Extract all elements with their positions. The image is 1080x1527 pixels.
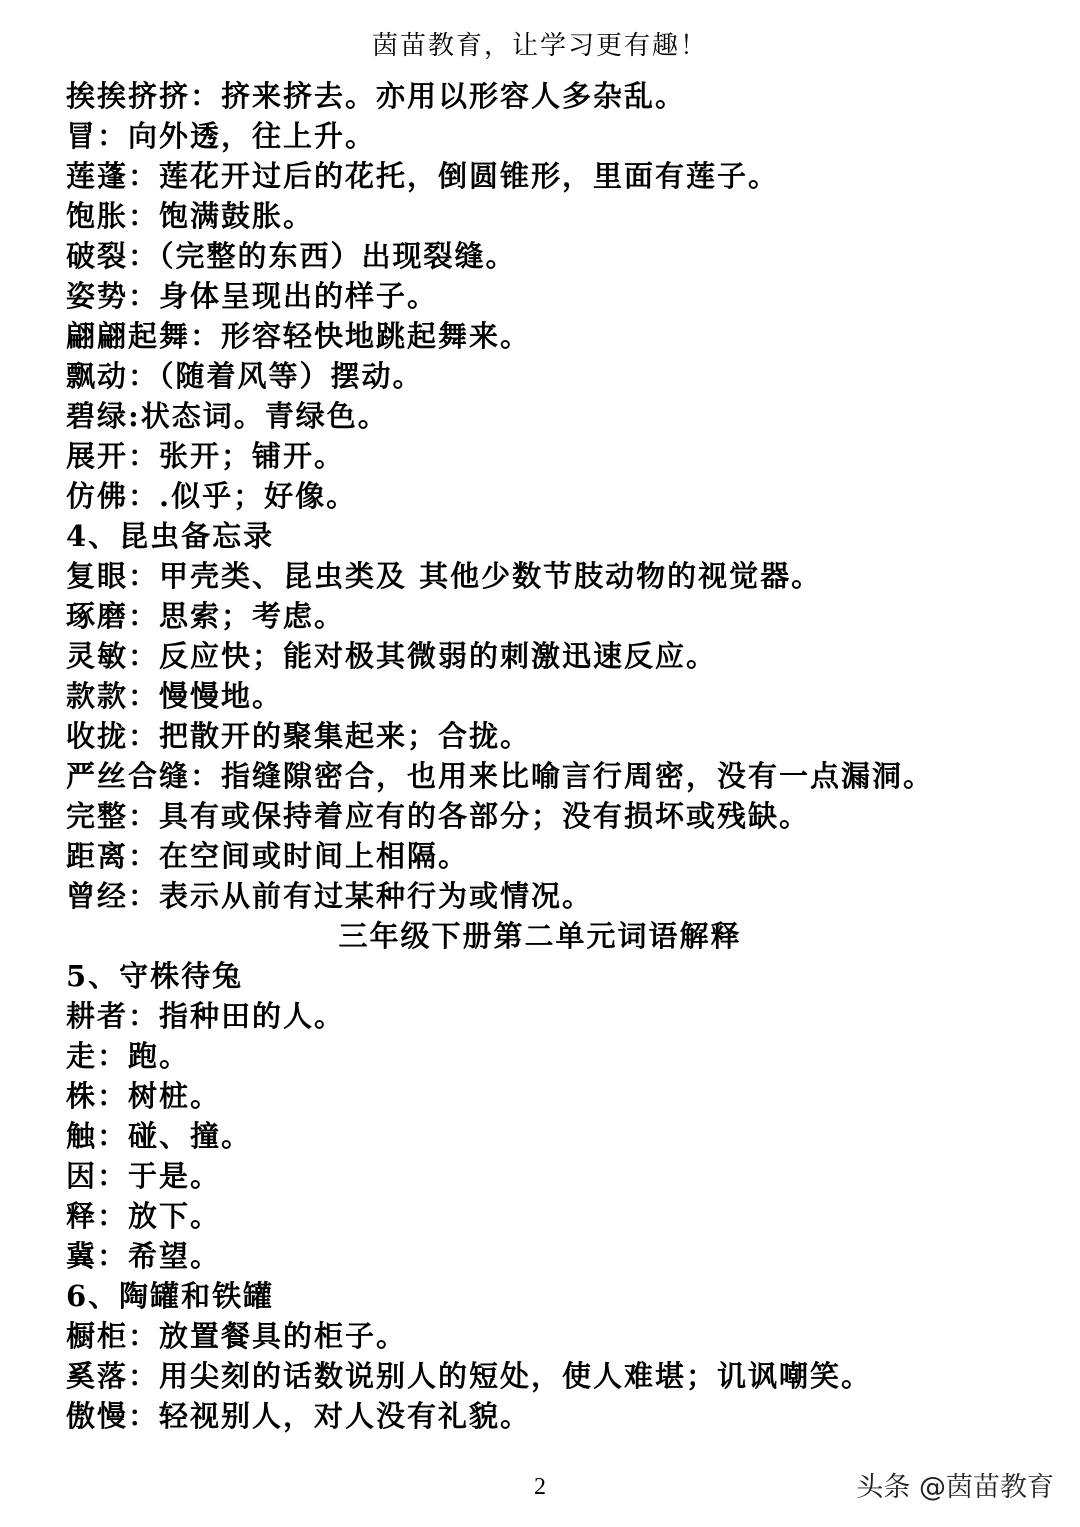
text-line: 傲慢：轻视别人，对人没有礼貌。	[66, 1399, 532, 1433]
text-line: 曾经：表示从前有过某种行为或情况。	[66, 879, 594, 913]
text-line: 仿佛：.似乎；好像。	[66, 479, 358, 513]
text-line: 展开：张开；铺开。	[66, 439, 346, 473]
text-line: 饱胀：饱满鼓胀。	[66, 199, 315, 233]
watermark: 头条 @茵苗教育	[856, 1472, 1054, 1503]
text-line: 距离：在空间或时间上相隔。	[66, 839, 470, 873]
text-line: 复眼：甲壳类、昆虫类及 其他少数节肢动物的视觉器。	[66, 559, 823, 593]
document-body	[66, 76, 1056, 1436]
text-line: 株：树桩。	[66, 1079, 222, 1113]
text-line: 破裂：（完整的东西）出现裂缝。	[66, 239, 517, 273]
text-line: 款款：慢慢地。	[66, 679, 284, 713]
text-line: 耕者：指种田的人。	[66, 999, 346, 1033]
text-line: 碧绿:状态词。青绿色。	[66, 399, 389, 433]
text-line: 灵敏：反应快；能对极其微弱的刺激迅速反应。	[66, 639, 718, 673]
text-line: 挨挨挤挤：挤来挤去。亦用以形容人多杂乱。	[66, 79, 687, 113]
text-line: 走：跑。	[66, 1039, 191, 1073]
text-line: 飘动：（随着风等）摆动。	[66, 359, 424, 393]
text-line: 橱柜：放置餐具的柜子。	[66, 1319, 408, 1353]
section-heading: 三年级下册第二单元词语解释	[338, 919, 742, 953]
text-line: 6、陶罐和铁罐	[66, 1279, 275, 1313]
text-line: 琢磨：思索；考虑。	[66, 599, 346, 633]
text-line: 冀：希望。	[66, 1239, 222, 1273]
text-line: 冒：向外透，往上升。	[66, 119, 377, 153]
text-line: 收拢：把散开的聚集起来；合拢。	[66, 719, 532, 753]
text-line: 4、昆虫备忘录	[66, 519, 275, 553]
text-line: 5、守株待兔	[66, 959, 244, 993]
text-line: 严丝合缝：指缝隙密合，也用来比喻言行周密，没有一点漏洞。	[66, 759, 935, 793]
text-line: 完整：具有或保持着应有的各部分；没有损坏或残缺。	[66, 799, 811, 833]
text-line: 莲蓬：莲花开过后的花托，倒圆锥形，里面有莲子。	[66, 159, 780, 193]
page-header: 茵苗教育，让学习更有趣！	[371, 31, 708, 61]
text-line: 因：于是。	[66, 1159, 222, 1193]
text-line: 翩翩起舞：形容轻快地跳起舞来。	[66, 319, 532, 353]
page-number: 2	[534, 1474, 546, 1500]
text-line: 释：放下。	[66, 1199, 222, 1233]
text-line: 奚落：用尖刻的话数说别人的短处，使人难堪；讥讽嘲笑。	[66, 1359, 873, 1393]
text-line: 触：碰、撞。	[66, 1119, 253, 1153]
text-line: 姿势：身体呈现出的样子。	[66, 279, 439, 313]
